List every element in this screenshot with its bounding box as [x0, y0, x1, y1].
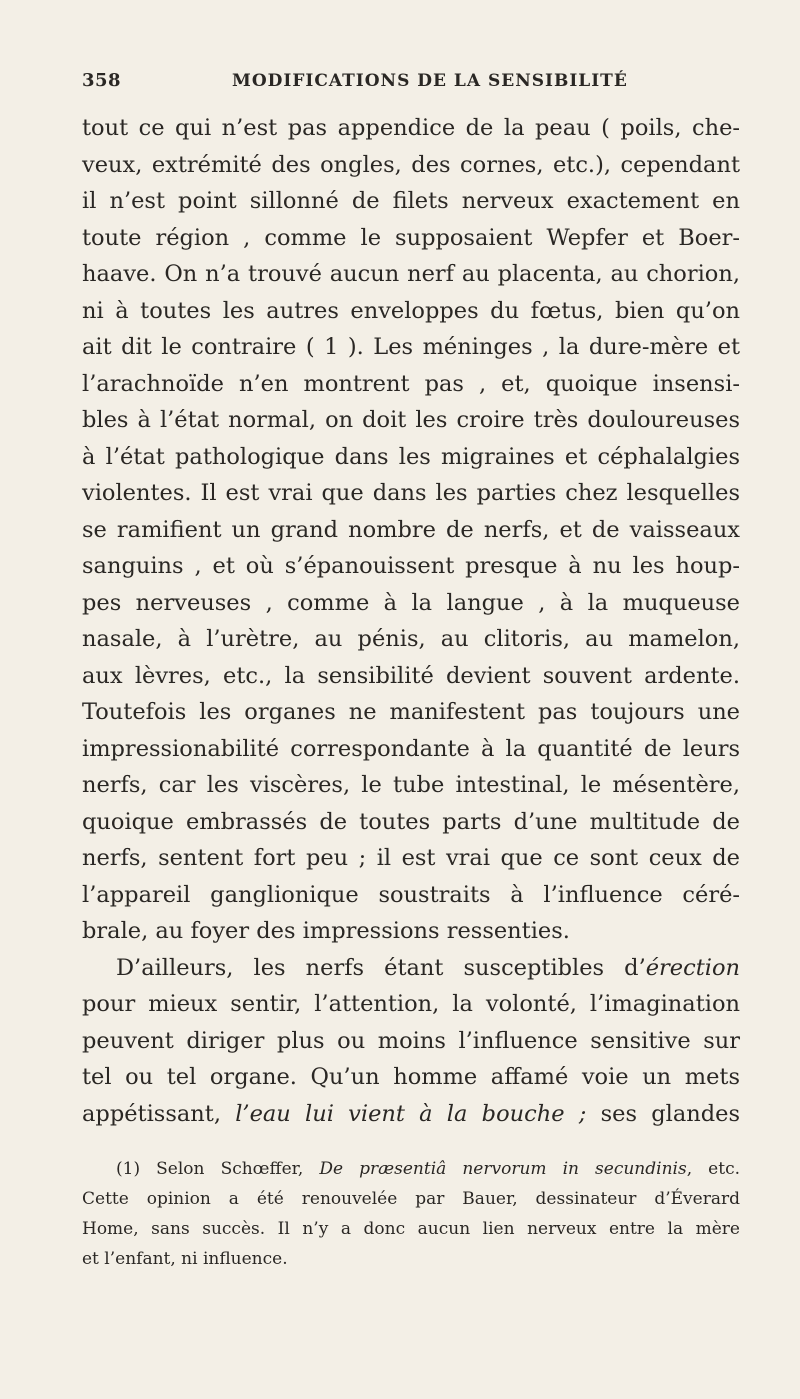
text-line: haave. On n’a trouvé aucun nerf au placenta, au chorion,: [82, 261, 740, 287]
text-line: nerfs, car les viscères, le tube intestinal, le mésentère,: [82, 772, 740, 798]
footnote-title: De præsentiâ nervorum in secundinis: [319, 1159, 687, 1179]
footnote-marker-text: (1) Selon Schœffer,: [116, 1159, 320, 1179]
text-line: violentes. Il est vrai que dans les parties chez lesquelles: [82, 480, 740, 506]
text-line: sanguins , et où s’épanouissent presque à nu les houp-: [82, 553, 740, 579]
running-head: MODIFICATIONS DE LA SENSIBILITÉ: [232, 71, 628, 91]
footnote-line-1: [82, 1154, 740, 1184]
page-header: [82, 70, 740, 106]
text-line: l’appareil ganglionique soustraits à l’influence céré-: [82, 881, 740, 908]
text-line: il n’est point sillonné de filets nerveux exactement en: [82, 188, 740, 214]
text-line: toute région , comme le supposaient Wepfer et Boer-: [82, 224, 740, 251]
italic-phrase: l’eau lui vient à la bouche ;: [235, 1100, 587, 1127]
text-segment: D’ailleurs, les nerfs étant susceptibles d’: [116, 954, 646, 981]
text-line: impressionabilité correspondante à la quantité de leurs: [82, 735, 740, 762]
footnote-line: et l’enfant, ni influence.: [82, 1249, 288, 1269]
paragraph-2-line-5: [82, 1096, 740, 1133]
text-line: tel ou tel organe. Qu’un homme affamé voie un mets: [82, 1064, 740, 1090]
text-line: se ramifient un grand nombre de nerfs, et de vaisseaux: [82, 516, 740, 543]
text-line: bles à l’état normal, on doit les croire très douloureuses: [82, 407, 740, 433]
text-line: tout ce qui n’est pas appendice de la peau ( poils, che-: [82, 115, 740, 141]
text-line: peuvent diriger plus ou moins l’influence sensitive sur: [82, 1027, 740, 1054]
page-number: 358: [82, 70, 122, 91]
text-line: brale, au foyer des impressions ressenties.: [82, 918, 570, 944]
text-line: quoique embrassés de toutes parts d’une multitude de: [82, 808, 740, 835]
italic-term: érection: [645, 954, 740, 981]
text-line: l’arachnoïde n’en montrent pas , et, quoique insensi-: [82, 370, 740, 397]
body-text: [82, 110, 740, 1132]
footnote-line: Home, sans succès. Il n’y a donc aucun lien nerveux entre la mère: [82, 1219, 740, 1239]
text-line: aux lèvres, etc., la sensibilité devient souvent ardente.: [82, 662, 740, 689]
text-line: à l’état pathologique dans les migraines et céphalalgies: [82, 443, 740, 470]
text-line: pes nerveuses , comme à la langue , à la muqueuse: [82, 589, 740, 616]
paragraph-2-line-1: [82, 950, 740, 987]
text-line: nerfs, sentent fort peu ; il est vrai que ce sont ceux de: [82, 845, 740, 871]
text-line: pour mieux sentir, l’attention, la volonté, l’imagination: [82, 991, 740, 1017]
text-line: nasale, à l’urètre, au pénis, au clitoris, au mamelon,: [82, 626, 740, 652]
text-line: ait dit le contraire ( 1 ). Les méninges , la dure-mère et: [82, 334, 740, 360]
text-line: Toutefois les organes ne manifestent pas toujours une: [82, 699, 740, 725]
text-segment: , etc.: [686, 1159, 741, 1179]
text-segment: ses glandes: [586, 1100, 741, 1127]
footnotes: [82, 1154, 740, 1274]
text-segment: appétissant,: [82, 1100, 236, 1127]
text-line: veux, extrémité des ongles, des cornes, etc.), cependant: [82, 151, 740, 178]
text-line: ni à toutes les autres enveloppes du fœtus, bien qu’on: [82, 297, 740, 324]
footnote-line: Cette opinion a été renouvelée par Bauer, dessinateur d’Éverard: [82, 1189, 740, 1209]
